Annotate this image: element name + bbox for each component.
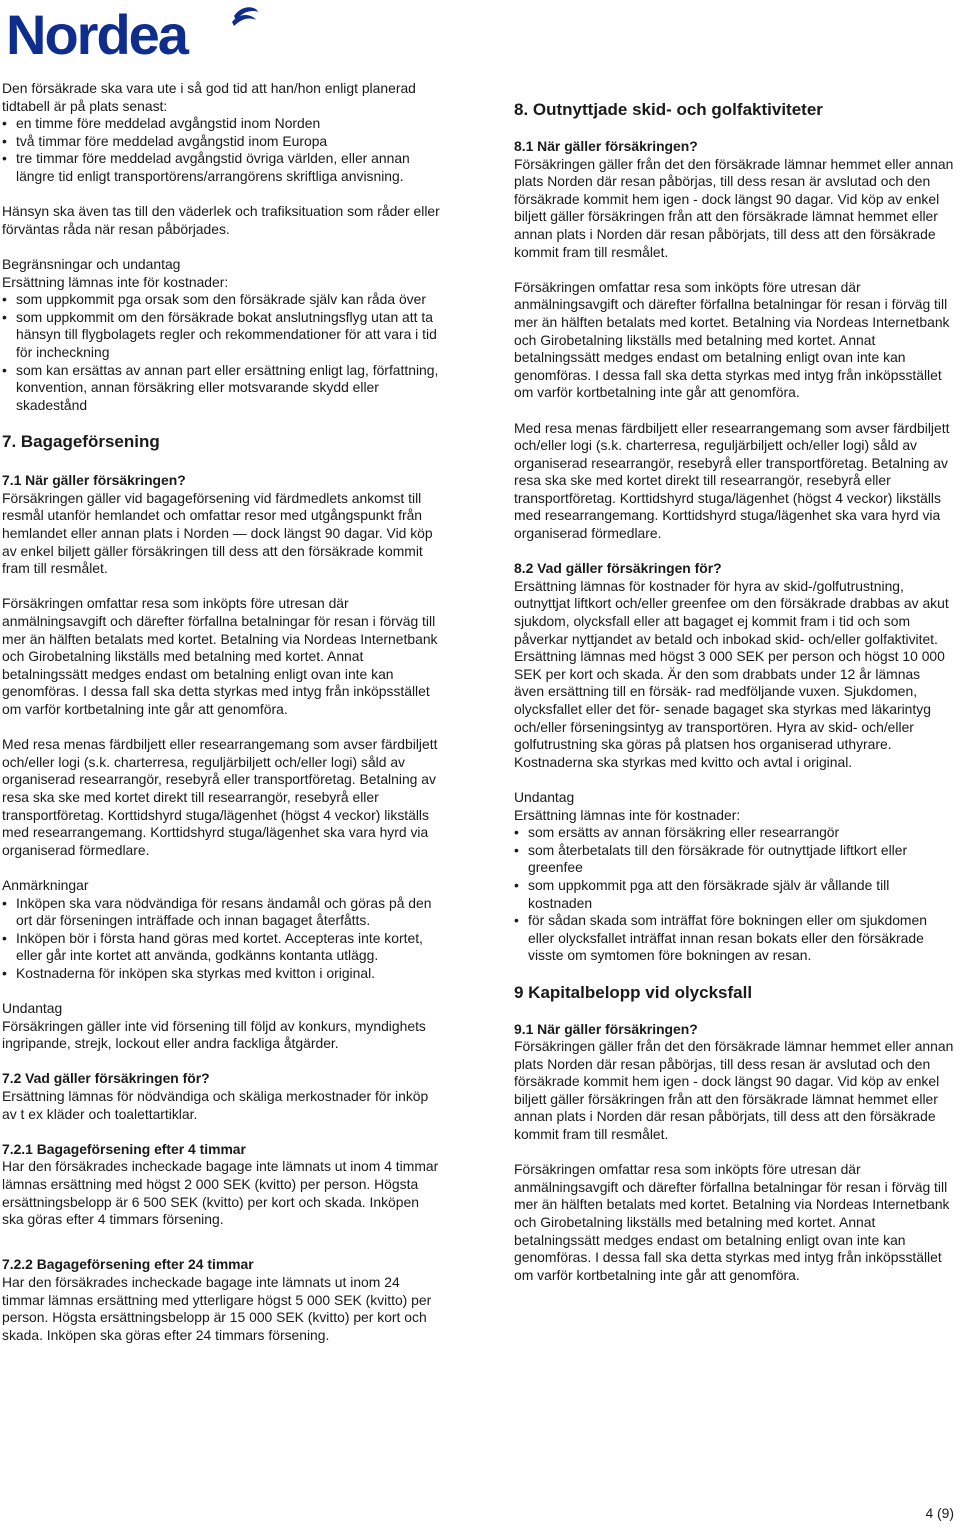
exclusion-text: Försäkringen gäller inte vid försening till följd av konkurs, myndighets ingripande, strejk, lockout eller andra fackliga åtgärder. [2,1017,426,1052]
s91-heading: 9.1 När gäller försäkringen? [514,1020,698,1037]
s82-heading: 8.2 Vad gäller försäkringen för? [514,560,722,577]
weather-text: Hänsyn ska även tas till den väderlek och trafiksituation som råder eller förväntas råda när resan påbörjades. [2,203,440,237]
list-item: • som uppkommit om den försäkrade bokat anslutningsflyg utan att ta hänsyn till flygbolagets regler och rekommendationer för att vara i tid för incheckning [2,309,442,362]
s722-text: Har den försäkrades incheckade bagage inte lämnats ut inom 24 timmar lämnas ersättning med ytterligare högst 5 000 SEK (kvitto) per person. Högsta ersättningsbelopp är 15 000 SEK (kvitto) per kort och skada. Inköpen ska göras efter 24 timmars försening. [2,1274,432,1343]
s81-payment-text: Försäkringen omfattar resa som inköpts före utresan där anmälningsavgift och därefter förfallna betalningar för resan i förväg till mer än hälften betalats med kortet. Betalning via Nordeas Internetbank och Girobetalning likställs med betalning med kortet. Annat betalningssätt medges endast om betalning enligt ovan inte kan genomföras. I dessa fall ska detta styrkas med intyg från inköpsstället om varför kortbetalning inte går att genomföra. [514,278,950,401]
s81-heading: 8.1 När gäller försäkringen? [514,138,698,154]
intro-text: Den försäkrade ska vara ute i så god tid att han/hon enligt planerad tidtabell är på plats senast: [2,80,416,114]
exclusion-title: Undantag [2,1000,63,1017]
list-item: • en timme före meddelad avgångstid inom Norden [2,115,442,133]
list-item: • som uppkommit pga orsak som den försäkrade själv kan råda över [2,291,442,309]
list-item: • Kostnaderna för inköpen ska styrkas med kvitton i original. [2,965,442,983]
right-column [514,100,954,1284]
svg-text:Nordea: Nordea [6,3,187,58]
list-item: • som återbetalats till den försäkrade för outnyttjade liftkort eller greenfee [514,842,954,877]
s71-text: Försäkringen gäller vid bagageförsening vid färdmedlets ankomst till resmål utanför hemlandet och omfattar resor med utgångspunkt från hemlandet eller annan plats i Norden — dock längst 90 dagar. Vid köp av enkel biljett gäller försäkringen till dess att den försäkrade kommit fram till resmålet. [2,489,433,577]
s91-text: Försäkringen gäller från det den försäkrade lämnar hemmet eller annan plats Norden där resan påbörjas, till dess resan är avslutad och den försäkrade kommit hem igen - dock längst 90 dagar. Vid köp av enkel biljett gäller försäkringen från att den försäkrade lämnat hemmet eller annan plats i Norden där resan påbörjats, till dess att den försäkrade kommit fram till resmålet. [514,1038,954,1143]
list-item: • som uppkommit pga att den försäkrade själv är vållande till kostnaden [514,877,954,912]
s722-heading: 7.2.2 Bagageförsening efter 24 timmar [2,1256,254,1273]
list-item: • Inköpen ska vara nödvändiga för resans ändamål och göras på den ort där förseningen inträffade och innan bagaget återfåtts. [2,895,442,930]
list-item: • två timmar före meddelad avgångstid inom Europa [2,133,442,151]
list-item: • som kan ersättas av annan part eller ersättning enligt lag, författning, konvention, annan försäkring eller motsvarande skydd eller skadestånd [2,362,442,415]
notes-title: Anmärkningar [2,876,89,893]
s91-payment-text: Försäkringen omfattar resa som inköpts före utresan där anmälningsavgift och därefter förfallna betalningar för resan i förväg till mer än hälften betalats med kortet. Betalning via Nordeas Internetbank och Girobetalning likställs med betalning med kortet. Annat betalningssätt medges endast om betalning enligt ovan inte kan genomföras. I dessa fall ska detta styrkas med intyg från inköpsstället om varför kortbetalning inte går att genomföra. [514,1161,950,1283]
intro-list [2,115,442,185]
section-8-heading: 8. Outnyttjade skid- och golfaktiviteter [514,100,823,119]
nordea-logo [4,2,260,58]
s71-payment-text: Försäkringen omfattar resa som inköpts före utresan där anmälningsavgift och därefter förfallna betalningar för resan i förväg till mer än hälften betalats med kortet. Betalning via Nordeas Internetbank och Girobetalning likställs med betalning med kortet. Annat betalningssätt medges endast om betalning enligt ovan inte kan genomföras. I dessa fall ska detta styrkas med intyg från inköpsstället om varför kortbetalning inte går att genomföra. [2,595,438,717]
list-item: • Inköpen bör i första hand göras med kortet. Accepteras inte kortet, eller går inte kortet att använda, godkänns kontanta utlägg. [2,930,442,965]
left-column [2,80,442,1344]
exclusion-lead: Ersättning lämnas inte för kostnader: [514,806,741,823]
s71-travel-text: Med resa menas färdbiljett eller researrangemang som avser färdbiljett och/eller logi (s.k. charterresa, reguljärbiljett och/eller logi) såld av organiserad researrangör, resebyrå eller transportföretag. Betalning av resa ska ske med kortet direkt till researrangör, resebyrå eller transportföretag. Korttidshyrd stuga/lägenhet (högst 4 veckor) likställs med researrangemang. Korttidshyrd stuga/lägenhet ska vara hyrd via organiserad förmedlare. [2,736,438,858]
limits-title: Begränsningar och undantag [2,255,181,272]
limits-list [2,291,442,414]
s82-text: Ersättning lämnas för kostnader för hyra av skid-/golfutrustning, outnyttjat liftkort och/eller greenfee om den försäkrade drabbas av akut sjukdom, olycksfall eller att bagaget ej kommit fram i tid och som påverkar nyttjandet av betald och inbokad skid- och/eller golfaktivitet. Ersättning lämnas med högst 3 000 SEK per person och högst 10 000 SEK per kort och skada. Är den som drabbats under 12 år lämnas även ersättning till en försäk- rad medföljande vuxen. Sjukdomen, olycksfallet eller det för- senade bagaget ska styrkas med läkarintyg och/eller förseningsintyg av transportören. Hyra av skid- och/eller golfutrustning ska göras på platsen hos organiserad uthyrare. Kostnaderna ska styrkas med kvitto och avtal i original. [514,577,949,770]
section-9-heading: 9 Kapitalbelopp vid olycksfall [514,982,753,1002]
s72-heading: 7.2 Vad gäller försäkringen för? [2,1070,210,1087]
s81-text: Försäkringen gäller från det den försäkrade lämnar hemmet eller annan plats Norden där resan påbörjas, till dess resan är avslutad och den försäkrade kommit hem igen - dock längst 90 dagar. Vid köp av enkel biljett gäller försäkringen från att den försäkrade lämnat hemmet eller annan plats i Norden där resan påbörjats, till dess att den försäkrade kommit fram till resmålet. [514,155,954,260]
s721-heading: 7.2.1 Bagageförsening efter 4 timmar [2,1140,246,1157]
notes-list [2,895,442,983]
limits-lead: Ersättning lämnas inte för kostnader: [2,273,229,290]
s81-travel-text: Med resa menas färdbiljett eller researrangemang som avser färdbiljett och/eller logi (s.k. charterresa, reguljärbiljett och/eller logi) såld av organiserad researrangör, resebyrå eller transportföretag. Betalning av resa ska ske med kortet direkt till researrangör, resebyrå eller transportföretag. Korttidshyrd stuga/lägenhet (högst 4 veckor) likställs med researrangemang. Korttidshyrd stuga/lägenhet ska vara hyrd via organiserad förmedlare. [514,419,950,542]
exclusion-title: Undantag [514,788,575,805]
list-item: • som ersätts av annan försäkring eller researrangör [514,824,954,842]
list-item: • för sådan skada som inträffat före bokningen eller om sjukdomen eller olycksfallet inträffat innan resan bokats eller den försäkrade visste om symtomen före bokningen av resan. [514,912,954,965]
s721-text: Har den försäkrades incheckade bagage inte lämnats ut inom 4 timmar lämnas ersättning med högst 2 000 SEK (kvitto) per person. Högsta ersättningsbelopp är 6 500 SEK (kvitto) per kort och skada. Inköpen ska göras efter 4 timmars försening. [2,1158,439,1228]
s72-text: Ersättning lämnas för nödvändiga och skäliga merkostnader för inköp av t ex kläder och toalettartiklar. [2,1088,429,1122]
list-item: • tre timmar före meddelad avgångstid övriga världen, eller annan längre tid enligt transportörens/arrangörens skriftliga anvisning. [2,150,442,185]
exclusion-list [514,824,954,965]
page-number: 4 (9) [925,1505,954,1521]
s71-heading: 7.1 När gäller försäkringen? [2,472,186,489]
section-7-heading: 7. Bagageförsening [2,432,160,452]
